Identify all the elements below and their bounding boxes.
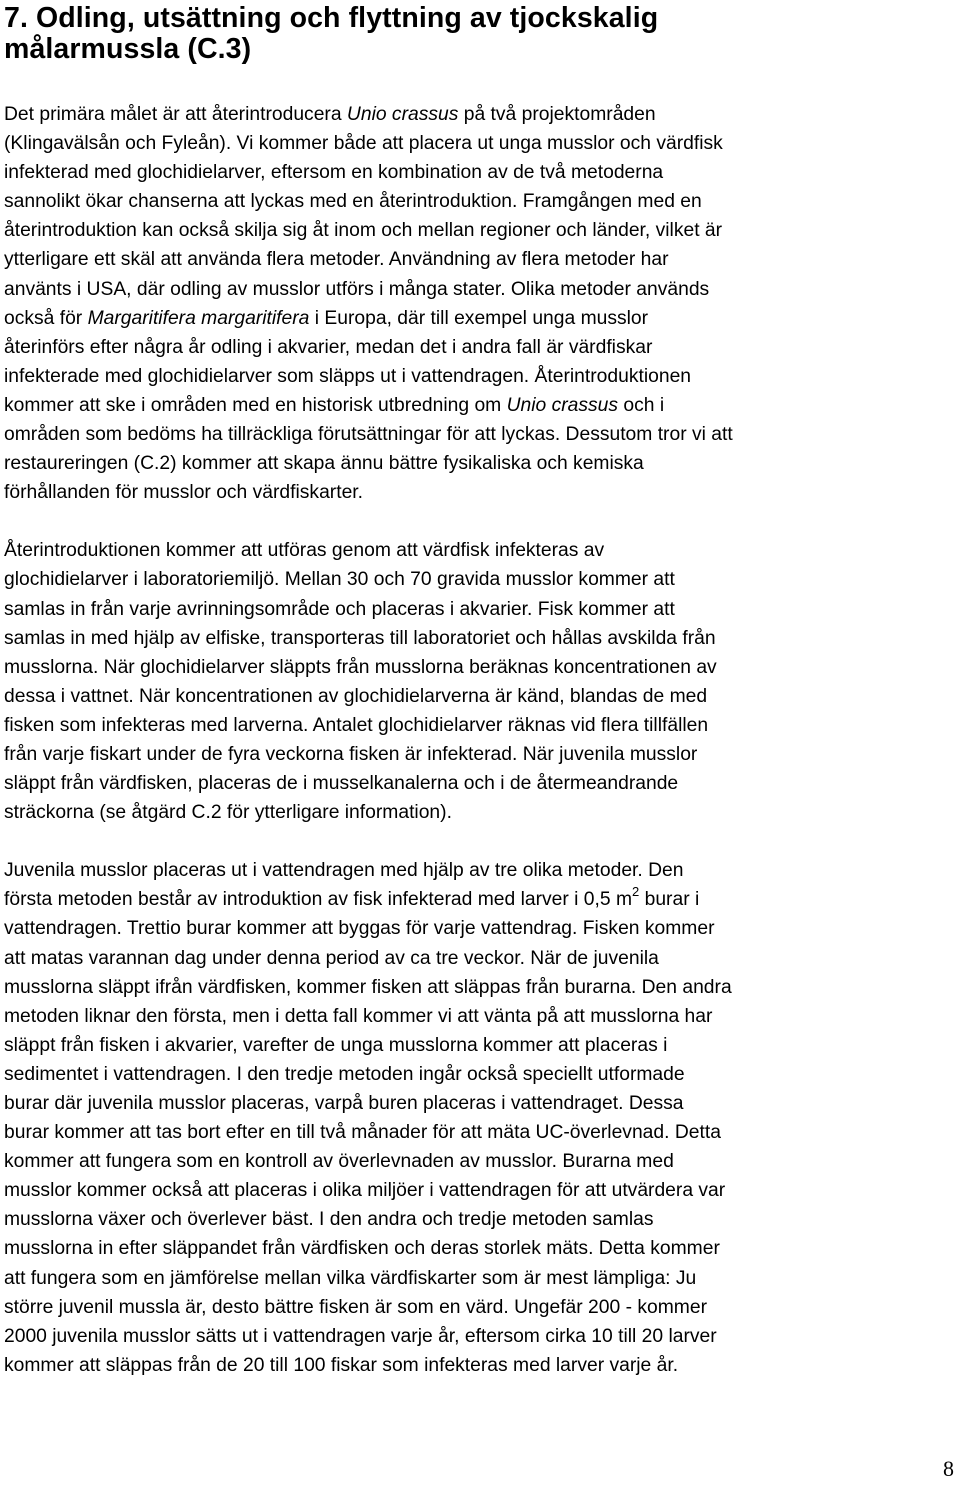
italic-species-name: Unio crassus [346, 104, 459, 125]
text-line [4, 1351, 959, 1380]
text-line [4, 1147, 959, 1176]
text-line [4, 798, 959, 827]
text-run: burar där juvenila musslor placeras, varpå buren placeras i vattendraget. Dessa [4, 1093, 684, 1114]
text-line [4, 944, 959, 973]
text-line [4, 1322, 959, 1351]
text-line [4, 245, 959, 274]
text-line [4, 1031, 959, 1060]
text-line [4, 391, 959, 420]
text-line [4, 449, 959, 478]
text-run: infekterade med glochidielarver som släpps ut i vattendragen. Återintroduktionen [4, 365, 692, 387]
document-page [4, 0, 959, 1491]
text-line [4, 565, 959, 594]
superscript: 2 [632, 884, 640, 900]
text-line [4, 1293, 959, 1322]
text-run: burar i [639, 889, 700, 911]
text-line [4, 478, 959, 507]
text-line [4, 1060, 959, 1089]
text-line [4, 1264, 959, 1293]
text-line [4, 100, 959, 129]
text-run: första metoden består av introduktion av fisk infekterad med larver i 0,5 m [4, 889, 633, 911]
text-run: släppt från fisken i akvarier, varefter de unga musslorna kommer att placeras i [4, 1034, 668, 1056]
text-line [4, 973, 959, 1002]
text-line [4, 711, 959, 740]
heading-line: målarmussla (C.3) [4, 33, 252, 65]
text-run: vattendragen. Trettio burar kommer att byggas för varje vattendrag. Fisken kommer [4, 918, 715, 940]
text-line [4, 653, 959, 682]
text-run: fisken som infekteras med larverna. Antalet glochidielarver räknas vid flera tillfällen [4, 714, 709, 736]
text-run: också för [4, 307, 88, 329]
section-heading [4, 3, 959, 65]
heading-line: 7. Odling, utsättning och flyttning av tjockskalig [4, 2, 659, 34]
text-line [4, 1089, 959, 1118]
text-run: musslorna växer och överlever bäst. I den andra och tredje metoden samlas [4, 1209, 654, 1231]
text-line [4, 682, 959, 711]
text-run: (Klingavälsån och Fyleån). Vi kommer både att placera ut unga musslor och värdfisk [4, 133, 723, 155]
text-run: sträckorna (se åtgärd C.2 för ytterligare information). [4, 802, 452, 824]
text-line [4, 1118, 959, 1147]
text-run: samlas in från varje avrinningsområde och placeras i akvarier. Fisk kommer att [4, 598, 675, 620]
text-run: burar kommer att tas bort efter en till två månader för att mäta UC-överlevnad. Detta [4, 1122, 721, 1144]
text-line [4, 914, 959, 943]
text-run: i Europa, där till exempel unga musslor [309, 307, 649, 329]
text-run: 2000 juvenila musslor sätts ut i vattendragen varje år, eftersom cirka 10 till 20 larver [4, 1325, 717, 1347]
text-run: att matas varannan dag under denna period av ca tre veckor. När de juvenila [4, 947, 659, 969]
text-run: från varje fiskart under de fyra veckorna fisken är infekterad. När juvenila musslor [4, 743, 698, 765]
text-line [4, 624, 959, 653]
text-run: infekterad med glochidielarver, eftersom en kombination av de två metoderna [4, 162, 664, 184]
text-run: dessa i vattnet. När koncentrationen av glochidielarverna är känd, blandas de med [4, 685, 708, 707]
text-line [4, 216, 959, 245]
italic-species-name: Margaritifera margaritifera [87, 307, 310, 329]
text-line [4, 740, 959, 769]
text-line [4, 187, 959, 216]
text-line [4, 1002, 959, 1031]
text-line [4, 1234, 959, 1263]
text-line [4, 1205, 959, 1234]
text-run: större juvenil mussla är, desto bättre fisken är som en värd. Ungefär 200 - kommer [4, 1296, 707, 1318]
text-line [4, 129, 959, 158]
text-run: Återintroduktionen kommer att utföras genom att värdfisk infekteras av [4, 540, 605, 562]
text-line [4, 420, 959, 449]
text-run: musslorna. När glochidielarver släppts från musslorna beräknas koncentrationen av [4, 656, 717, 678]
paragraph-release-methods [4, 856, 959, 1380]
text-line [4, 536, 959, 565]
text-line [4, 333, 959, 362]
text-run: använts i USA, där odling av musslor utförs i många stater. Olika metoder används [4, 278, 710, 300]
page-number: 8 [943, 1456, 954, 1481]
text-run: glochidielarver i laboratoriemiljö. Mellan 30 och 70 gravida musslor kommer att [4, 569, 675, 591]
text-line [4, 275, 959, 304]
text-run: metoden liknar den första, men i detta fall kommer vi att vänta på att musslorna har [4, 1005, 713, 1027]
paragraph-intro [4, 100, 959, 507]
text-run: sannolikt ökar chanserna att lyckas med en återintroduktion. Framgången med en [4, 191, 702, 213]
text-run: samlas in med hjälp av elfiske, transporteras till laboratoriet och hållas avskilda från [4, 627, 716, 649]
text-run: återinförs efter några år odling i akvarier, medan det i andra fall är värdfiskar [4, 336, 653, 358]
text-run: Juvenila musslor placeras ut i vattendragen med hjälp av tre olika metoder. Den [4, 860, 684, 882]
text-run: på två projektområden [458, 104, 656, 125]
text-line [4, 362, 959, 391]
text-line [4, 595, 959, 624]
italic-species-name: Unio crassus [506, 394, 619, 416]
text-line [4, 769, 959, 798]
text-run: släppt från värdfisken, placeras de i musselkanalerna och i de återmeandrande [4, 773, 679, 795]
text-run: musslorna in efter släppandet från värdfisken och deras storlek mäts. Detta kommer [4, 1238, 720, 1260]
text-run: ytterligare ett skäl att använda flera metoder. Användning av flera metoder har [4, 249, 669, 271]
text-run: kommer att ske i områden med en historisk utbredning om [4, 394, 507, 416]
text-run: restaureringen (C.2) kommer att skapa ännu bättre fysikaliska och kemiska [4, 453, 644, 475]
text-run: förhållanden för musslor och värdfiskarter. [4, 482, 364, 504]
text-run: områden som bedöms ha tillräckliga förutsättningar för att lyckas. Dessutom tror vi att [4, 424, 733, 446]
text-line [4, 304, 959, 333]
text-line [4, 885, 959, 914]
text-run: och i [618, 394, 665, 416]
text-run: kommer att fungera som en kontroll av överlevnaden av musslor. Burarna med [4, 1151, 674, 1173]
text-run: återintroduktion kan också skilja sig åt inom och mellan regioner och länder, vilket är [4, 220, 723, 242]
text-run: musslor kommer också att placeras i olika miljöer i vattendragen för att utvärdera var [4, 1180, 726, 1202]
paragraph-method [4, 536, 959, 827]
text-line [4, 158, 959, 187]
text-run: musslorna släppt ifrån värdfisken, kommer fisken att släppas från burarna. Den andra [4, 976, 732, 998]
text-run: sedimentet i vattendragen. I den tredje metoden ingår också speciellt utformade [4, 1063, 685, 1085]
text-line [4, 856, 959, 885]
text-run: att fungera som en jämförelse mellan vilka värdfiskarter som är mest lämpliga: Ju [4, 1267, 697, 1289]
text-line [4, 1176, 959, 1205]
text-run: Det primära målet är att återintroducera [4, 104, 347, 125]
text-run: kommer att släppas från de 20 till 100 fiskar som infekteras med larver varje år. [4, 1354, 679, 1376]
